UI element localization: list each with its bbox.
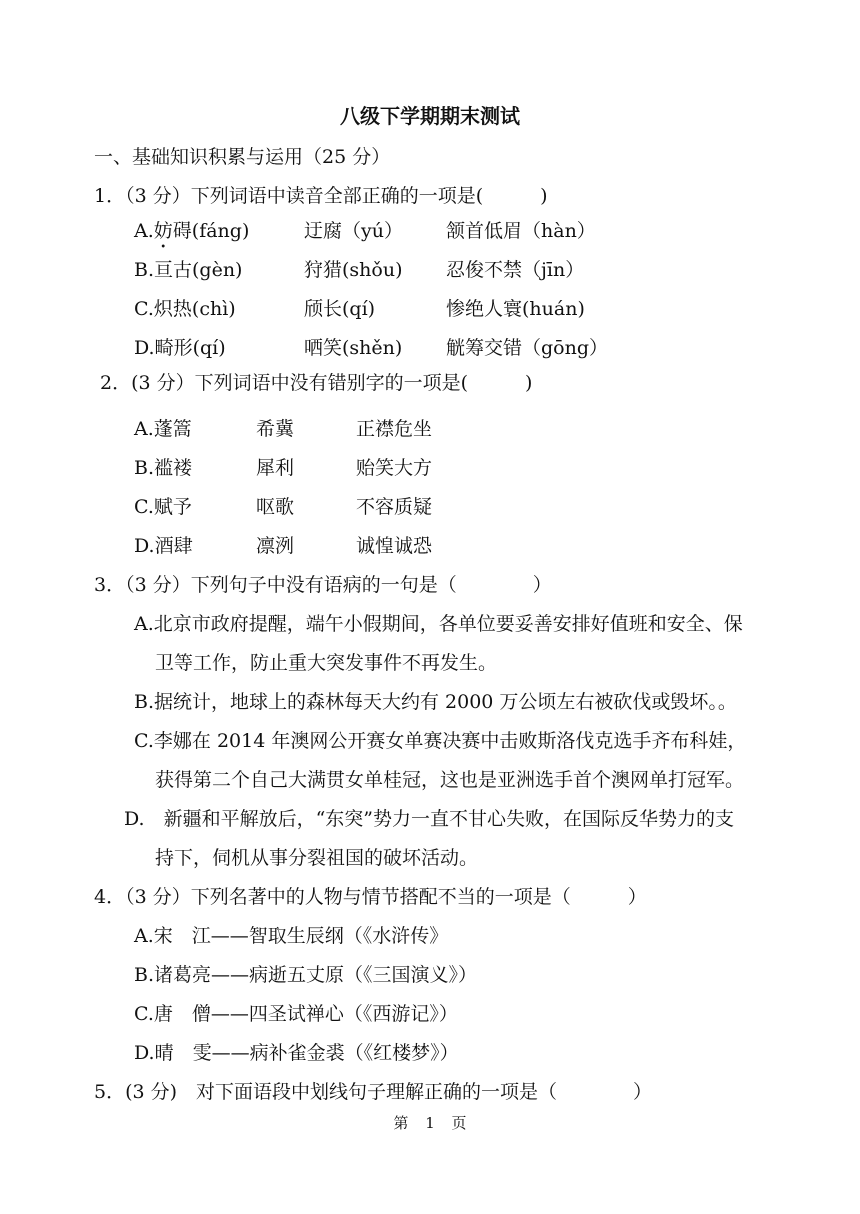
option-cell: 忍俊不禁（jīn） <box>446 259 585 281</box>
option-cell: A.蓬篙 <box>134 418 192 440</box>
question-3-option-a-cont: 卫等工作，防止重大突发事件不再发生。 <box>155 652 498 674</box>
question-2-option-c <box>0 495 860 519</box>
question-1-option-a <box>0 219 860 243</box>
option-cell: 正襟危坐 <box>356 418 433 440</box>
question-3-option-b: B.据统计，地球上的森林每天大约有 2000 万公顷左右被砍伐或毁坏。。 <box>134 691 737 713</box>
question-3-option-c-cont: 获得第二个自己大满贯女单桂冠，这也是亚洲选手首个澳网单打冠军。 <box>155 769 745 791</box>
option-cell: 诚惶诚恐 <box>356 535 433 557</box>
footer-prefix: 第 <box>393 1114 409 1132</box>
question-1-option-d <box>0 336 860 360</box>
section-heading: 一、基础知识积累与运用（25 分） <box>94 146 391 168</box>
option-cell: D.酒肆 <box>134 535 193 557</box>
option-cell: D.畸形(qí) <box>134 337 226 359</box>
question-4-option-b: B.诸葛亮——病逝五丈原（《三国演义》） <box>134 964 478 986</box>
option-cell: B.亘古(gèn) <box>134 259 243 281</box>
option-cell: 迂腐（yú） <box>304 220 403 242</box>
option-cell: 不容质疑 <box>356 496 433 518</box>
question-2-option-a <box>0 417 860 441</box>
option-cell: 哂笑(shěn) <box>304 337 403 359</box>
question-2-option-b <box>0 456 860 480</box>
question-4-option-d: D.晴 雯——病补雀金裘（《红楼梦》） <box>134 1042 459 1064</box>
option-cell: 凛洌 <box>256 535 295 557</box>
question-4-option-a: A.宋 江——智取生辰纲（《水浒传》 <box>134 925 449 947</box>
question-1-option-c <box>0 297 860 321</box>
question-5-stem: 5．(3 分) 对下面语段中划线句子理解正确的一项是（ ） <box>94 1081 653 1103</box>
page-number: 1 <box>425 1114 435 1132</box>
option-cell: A.妨碍(fáng) <box>134 220 250 242</box>
option-cell: 颀长(qí) <box>304 298 376 320</box>
question-4-stem: 4．（3 分）下列名著中的人物与情节搭配不当的一项是（ ） <box>94 886 647 908</box>
option-cell: B.褴褛 <box>134 457 193 479</box>
page-footer <box>0 1112 860 1133</box>
question-2-stem: 2．(3 分）下列词语中没有错别字的一项是( ) <box>100 372 533 394</box>
question-3-option-d-cont: 持下，伺机从事分裂祖国的破坏活动。 <box>155 847 479 869</box>
question-3-option-d: D. 新疆和平解放后，“东突”势力一直不甘心失败，在国际反华势力的支 <box>124 808 735 830</box>
page-title: 八级下学期期末测试 <box>340 104 520 128</box>
emphasized-char: 妨 <box>153 220 173 242</box>
footer-suffix: 页 <box>451 1114 467 1132</box>
option-cell: 呕歌 <box>256 496 295 518</box>
question-3-option-c: C.李娜在 2014 年澳网公开赛女单赛决赛中击败斯洛伐克选手齐布科娃， <box>134 730 747 752</box>
question-2-option-d <box>0 534 860 558</box>
question-3-option-a: A.北京市政府提醒，端午小假期间，各单位要妥善安排好值班和安全、保 <box>134 613 743 635</box>
option-cell: 贻笑大方 <box>356 457 433 479</box>
question-3-stem: 3．（3 分）下列句子中没有语病的一句是（ ） <box>94 574 552 596</box>
option-cell: 犀利 <box>256 457 295 479</box>
question-4-option-c: C.唐 僧——四圣试禅心（《西游记》） <box>134 1003 458 1025</box>
option-cell: 觥筹交错（gōng） <box>446 337 609 359</box>
option-cell: 惨绝人寰(huán) <box>446 298 585 320</box>
question-1-option-b <box>0 258 860 282</box>
option-cell: 狩猎(shǒu) <box>304 259 403 281</box>
option-cell: 颔首低眉（hàn） <box>446 220 596 242</box>
option-cell: 希冀 <box>256 418 295 440</box>
option-cell: C.赋予 <box>134 496 192 518</box>
option-cell: C.炽热(chì) <box>134 298 236 320</box>
question-1-stem: 1．（3 分）下列词语中读音全部正确的一项是( ) <box>94 185 548 207</box>
